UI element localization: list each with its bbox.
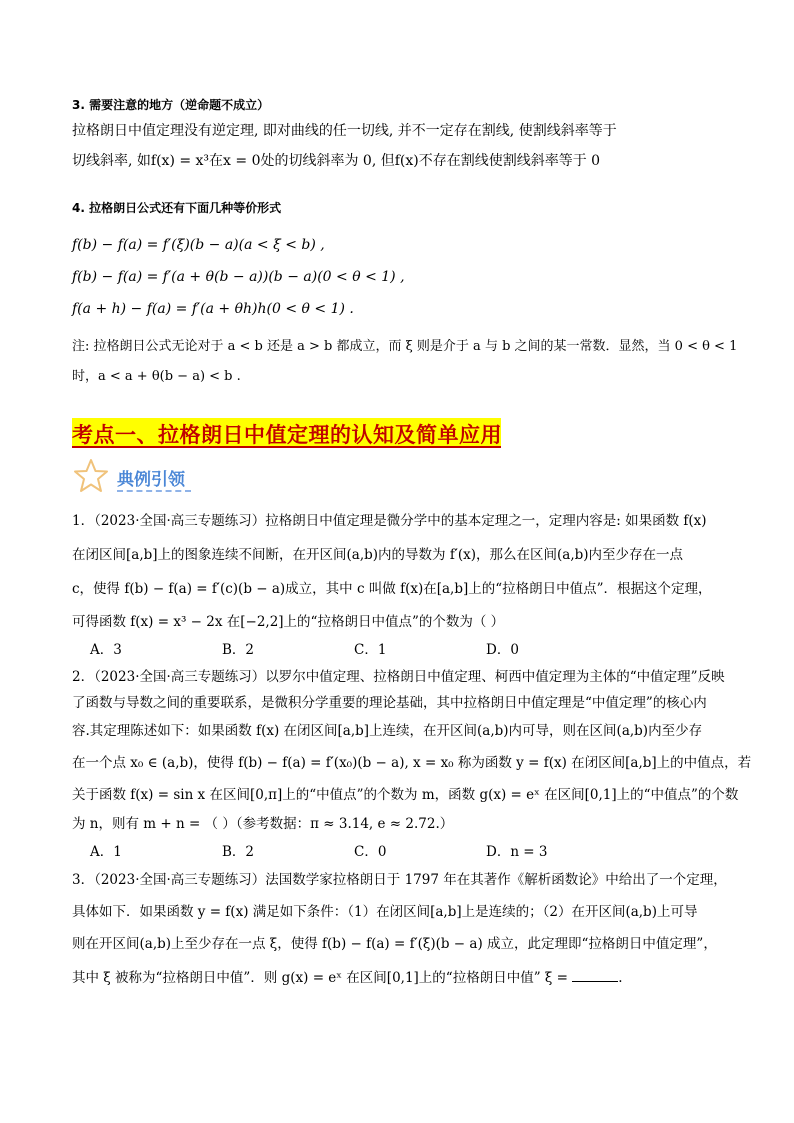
section3-line1: 拉格朗日中值定理没有逆定理, 即对曲线的任一切线, 并不一定存在割线, 使割线斜率等于 (72, 123, 617, 139)
kaodian-banner (72, 418, 501, 448)
formula-3: f(a + h) − f(a) = f′(a + θh)h(0 < θ < 1) . (72, 301, 354, 317)
q3-line4: 其中 ξ 被称为“拉格朗日中值”．则 g(x) = eˣ 在区间[0,1]上的“拉格朗日中值” ξ = (72, 970, 568, 986)
section4-note-line1: 注: 拉格朗日公式无论对于 a < b 还是 a > b 都成立，而 ξ 则是介于 a 与 b 之间的某一常数．显然，当 0 < θ < 1 (72, 339, 738, 354)
q1-line3: c，使得 f(b) − f(a) = f′(c)(b − a)成立，其中 c 叫做 f(x)在[a,b]上的“拉格朗日中值点”．根据这个定理， (72, 581, 712, 597)
q1-line4: 可得函数 f(x) = x³ − 2x 在[−2,2]上的“拉格朗日中值点”的个数为（ ） (72, 614, 505, 630)
q2-line2: 了函数与导数之间的重要联系，是微积分学重要的理论基础，其中拉格朗日中值定理是“中值定理”的核心内 (72, 695, 707, 711)
q1-choice-a[interactable]: A．3 (90, 642, 122, 658)
q3-answer-blank[interactable] (572, 969, 618, 982)
q2-line4: 在一个点 x₀ ∈ (a,b)，使得 f(b) − f(a) = f′(x₀)(b − a), x = x₀ 称为函数 y = f(x) 在闭区间[a,b]上的中值点，若 (72, 755, 752, 771)
q1-choice-d[interactable]: D．0 (486, 642, 519, 658)
q1-choices (90, 638, 618, 658)
q3-line4-end: . (618, 970, 623, 986)
section3-line2: 切线斜率, 如f(x) = x³在x = 0处的切线斜率为 0, 但f(x)不存在割线使割线斜率等于 0 (72, 153, 601, 169)
q1-line2: 在闭区间[a,b]上的图象连续不间断，在开区间(a,b)内的导数为 f′(x)，那么在区间(a,b)内至少存在一点 (72, 547, 684, 563)
section4-heading: 4. 拉格朗日公式还有下面几种等价形式 (72, 201, 282, 215)
example-label: 典例引领 (117, 470, 185, 490)
q2-line6: 为 n，则有 m + n = （ ）（参考数据：π ≈ 3.14, e ≈ 2.72.） (72, 816, 454, 832)
q1-choice-b[interactable]: B．2 (222, 642, 255, 658)
q2-choice-a[interactable]: A．1 (90, 844, 122, 860)
q2-line3: 容.其定理陈述如下：如果函数 f(x) 在闭区间[a,b]上连续，在开区间(a,b)内可导，则在区间(a,b)内至少存 (72, 723, 703, 739)
q3-line1: 3．（2023·全国·高三专题练习）法国数学家拉格朗日于 1797 年在其著作《解析函数论》中给出了一个定理， (72, 872, 727, 888)
q1-choice-c[interactable]: C．1 (354, 642, 387, 658)
q2-line5: 关于函数 f(x) = sin x 在区间[0,π]上的“中值点”的个数为 m，函数 g(x) = eˣ 在区间[0,1]上的“中值点”的个数 (72, 787, 739, 803)
formula-2: f(b) − f(a) = f′(a + θ(b − a))(b − a)(0 < θ < 1) , (72, 269, 405, 285)
q2-choice-b[interactable]: B．2 (222, 844, 255, 860)
q1-line1: 1．（2023·全国·高三专题练习）拉格朗日中值定理是微分学中的基本定理之一，定理内容是: 如果函数 f(x) (72, 513, 707, 529)
section4-note-line2: 时，a < a + θ(b − a) < b . (72, 369, 241, 384)
q2-choice-d[interactable]: D．n = 3 (486, 844, 548, 860)
q2-choices (90, 840, 618, 860)
q3-line2: 具体如下．如果函数 y = f(x) 满足如下条件：（1）在闭区间[a,b]上是连续的；（2）在开区间(a,b)上可导 (72, 904, 698, 920)
kaodian-title: 考点一、拉格朗日中值定理的认知及简单应用 (72, 423, 502, 447)
q2-line1: 2．（2023·全国·高三专题练习）以罗尔中值定理、拉格朗日中值定理、柯西中值定理为主体的“中值定理”反映 (72, 669, 725, 685)
q2-choice-c[interactable]: C．0 (354, 844, 387, 860)
q3-line3: 则在开区间(a,b)上至少存在一点 ξ，使得 f(b) − f(a) = f′(ξ)(b − a) 成立，此定理即“拉格朗日中值定理”， (72, 936, 717, 952)
section3-heading: 3. 需要注意的地方（逆命题不成立） (72, 98, 270, 112)
example-label-underline (117, 490, 191, 492)
star-outline-icon (73, 458, 109, 494)
q3-line4-row (72, 966, 732, 986)
formula-1: f(b) − f(a) = f′(ξ)(b − a)(a < ξ < b) , (72, 237, 325, 253)
